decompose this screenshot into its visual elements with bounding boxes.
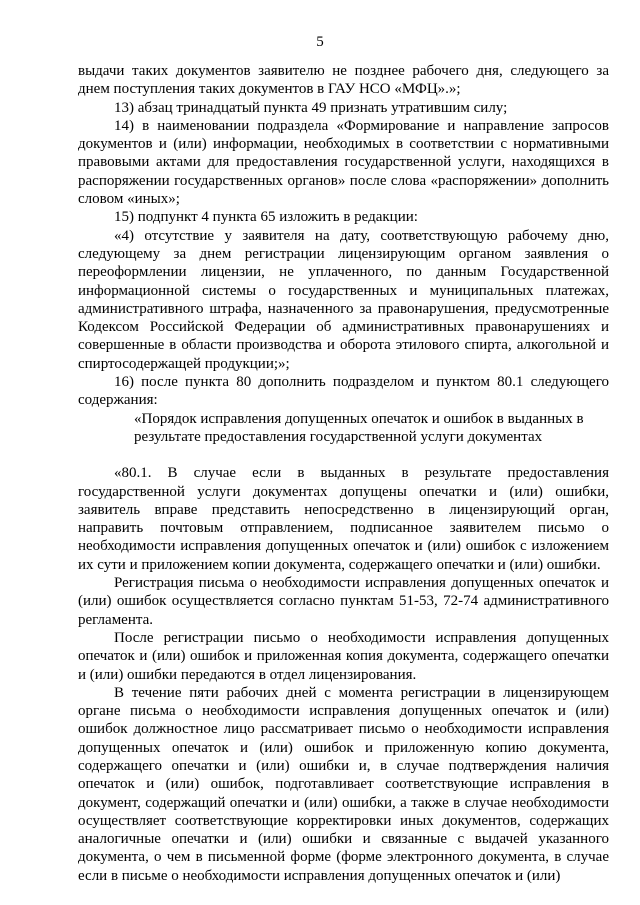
paragraph: 14) в наименовании подраздела «Формирование и направление запросов документов и (или) информации, необходимых в соответствии с нормативными правовыми актами для предоставления государственной услуги, находящихся в распоряжении государственных органов» после слова «распоряжении» дополнить словом «иных»; (78, 117, 609, 208)
paragraph: 16) после пункта 80 дополнить подразделом и пунктом 80.1 следующего содержания: (78, 374, 609, 409)
paragraph: 15) подпункт 4 пункта 65 изложить в редакции: (114, 209, 418, 226)
paragraph: В течение пяти рабочих дней с момента регистрации в лицензирующем органе письма о необходимости исправления допущенных опечаток и (или) ошибок должностное лицо рассматривает письмо о необходимости исправления допущенных опечаток и (или) ошибок и приложенную копию документа, содержащего опечатки и (или) ошибки и, в случае подтверждения наличия опечаток и (или) ошибок, подготавливает соответствующие исправления в документ, содержащий опечатки и (или) ошибки, а также в случае необходимости осуществляет соответствующие корректировки иных документов, содержащих аналогичные опечатки и (или) ошибки и связанные с выдачей указанного документа, о чем в письменной форме (форме электронного документа, в случае если в письме о необходимости исправления допущенных опечаток и (или) (78, 684, 609, 884)
paragraph: После регистрации письмо о необходимости исправления допущенных опечаток и (или) ошибок и приложенная копия документа, содержащего опечатки и (или) ошибки передаются в отдел лицензирования. (78, 629, 609, 683)
paragraph: Регистрация письма о необходимости исправления допущенных опечаток и (или) ошибок осуществляется согласно пунктам 51-53, 72-74 административного регламента. (78, 575, 609, 628)
paragraph: выдачи таких документов заявителю не позднее рабочего дня, следующего за днем поступления таких документов в ГАУ НСО «МФЦ».»; (78, 63, 609, 98)
subsection-heading: «Порядок исправления допущенных опечаток и ошибок в выданных в результате предоставления государственной услуги документах (134, 410, 584, 445)
page-number: 5 (316, 34, 324, 50)
paragraph: «4) отсутствие у заявителя на дату, соответствующую рабочему дню, следующему за днем регистрации лицензирующим органом заявления о переоформлении лицензии, не уплаченного, по данным Государственной информационной системы о государственных и муниципальных платежах, административного штрафа, назначенного за правонарушения, предусмотренные Кодексом Российской Федерации об административных правонарушениях и совершенные в области производства и оборота этилового спирта, алкогольной и спиртосодержащей продукции;»; (78, 227, 609, 372)
paragraph: 13) абзац тринадцатый пункта 49 признать утратившим силу; (114, 99, 508, 116)
paragraph: «80.1. В случае если в выданных в результате предоставления государственной услуги документах допущены опечатки и (или) ошибки, заявитель вправе представить непосредственно в лицензирующий орган, направить почтовым отправлением, подписанное заявителем письмо о необходимости исправления допущенных опечаток и (или) ошибок с изложением их сути и приложением копии документа, содержащего опечатки и (или) ошибки. (78, 465, 609, 573)
document-body (78, 62, 609, 885)
